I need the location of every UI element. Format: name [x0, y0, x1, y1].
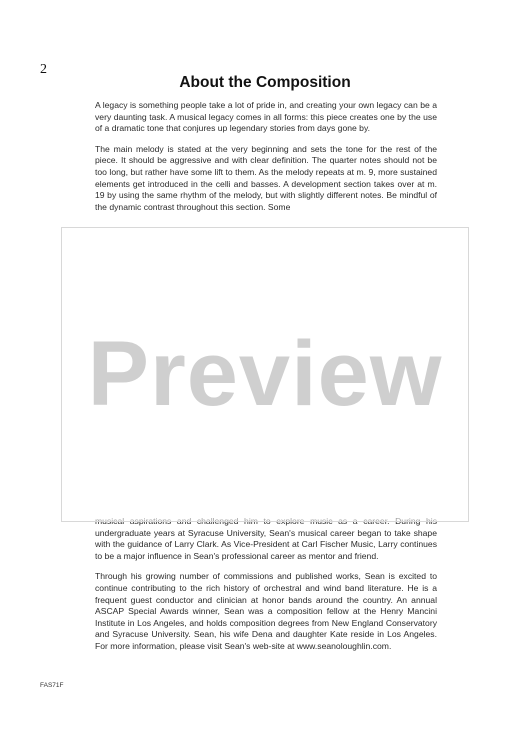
bio-paragraph-2: Through his growing number of commissions and published works, Sean is excited to continue contributing to the rich history of orchestral and wind band literature. He is a frequent guest conductor and clinician at honor bands around the country. An annual ASCAP Special Awards winner, Sean was a composition fellow at the Henry Mancini Institute in Los Angeles, and holds composition degrees from New England Conservatory and Syracuse University. Sean, his wife Dena and daughter Kate reside in Los Angeles. For more information, please visit Sean's web-site at www.seanoloughlin.com.	[95, 571, 437, 651]
intro-paragraph-2: The main melody is stated at the very beginning and sets the tone for the rest of the piece. It should be aggressive and with clear definition. The quarter notes should not be too long, but rather have some lift to them. As the melody repeats at m. 9, more sustained elements get introduced in the celli and basses. A development section takes over at m. 19 by using the same rhythm of the melody, but with slightly different notes. Be mindful of the dynamic contrast throughout this section. Some	[95, 143, 437, 212]
preview-watermark-text: Preview	[87, 323, 443, 425]
catalog-code: FAS71F	[40, 682, 64, 689]
page-title: About the Composition	[179, 74, 351, 91]
bio-paragraph-1: undergraduate years at Syracuse University, Sean's musical career began to take shape with the guidance of Larry Clark. As Vice-President at Carl Fischer Music, Larry continues to be a major influence in Sean's professional career as mentor and friend.	[95, 527, 437, 561]
intro-text	[95, 100, 437, 228]
page-number: 2	[40, 62, 47, 77]
preview-watermark	[61, 227, 469, 522]
bio-text	[95, 516, 437, 662]
intro-paragraph-1: A legacy is something people take a lot of pride in, and creating your own legacy can be a very daunting task. A musical legacy comes in all forms: this piece creates one by the use of a dramatic tone that conjures up legendary stories from days gone by.	[95, 100, 437, 134]
